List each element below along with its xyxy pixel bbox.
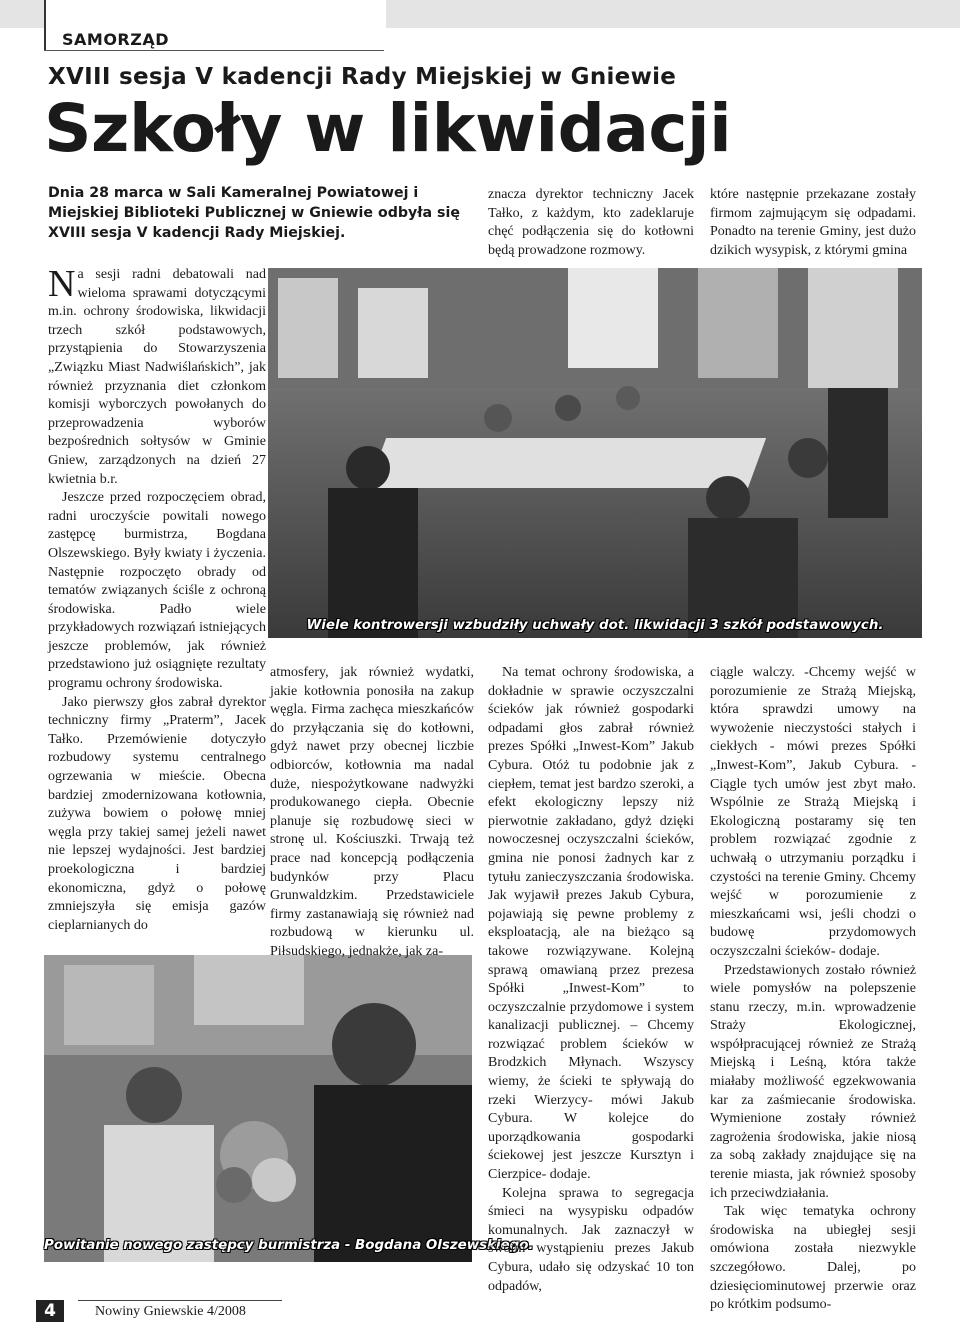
col1-paragraph-3: Jako pierwszy głos zabrał dyrektor techniczny firmy „Praterm”, Jacek Tałko. Przemówienie dotyczyło rozbudowy systemu centralnego ogrzewania w mieście. Obecna bardziej zmodernizowana kotłownia, zużywa bowiem o połowę mniej węgla przy takiej samej jeżeli nawet nie lepszej wydajności. Jest bardziej proekologiczna i bardziej ekonomiczna, gdyż o połowę zmniejszyła się emisja gazów cieplarnianych do [48, 694, 266, 933]
column-2 [270, 664, 474, 962]
meeting-photo-caption: Wiele kontrowersji wzbudziły uchwały dot. likwidacji 3 szkół podstawowych. [306, 618, 884, 633]
greeting-photo [44, 955, 534, 1262]
column-4 [710, 664, 916, 1315]
footer-rule [78, 1300, 282, 1301]
section-label: SAMORZĄD [62, 30, 170, 49]
article-kicker: XVIII sesja V kadencji Rady Miejskiej w Gniewie [48, 64, 677, 90]
col2-paragraph-1: atmosfery, jak również wydatki, jakie kotłownia ponosiła na zakup węgla. Firma zachęca mieszkańców do przyłączania się do kotłowni, gdyż nawet przy obecnej liczbie odbiorców, kotłownia ma nadal duże, niespożytkowane nadwyżki produkowanego ciepła. Obecnie planuje się rozbudowę sieci w stronę ul. Kościuszki. Trwają też prace nad koncepcją podłączenia budynków przy Placu Grunwaldzkim. Przedstawiciele firmy zastanawiają się również nad rozbudową w kierunku ul. Piłsudskiego, jednakże, jak za- [270, 665, 474, 959]
col3-paragraph-2: Kolejna sprawa to segregacja śmieci na wysypisku odpadów komunalnych. Jak zaznaczył w swoim wystąpieniu prezes Jakub Cybura, udało się odzyskać 10 ton odpadów, [488, 1185, 694, 1294]
greeting-photo-image [44, 955, 534, 1262]
col4-top-text: które następnie przekazane zostały firmom zajmującym się odpadami. Ponadto na terenie Gminy, jest dużo dzikich wysypisk, z którymi gmina [710, 187, 916, 258]
greeting-photo-caption: Powitanie nowego zastępcy burmistrza - Bogdana Olszewskiego. [44, 1238, 534, 1253]
article-headline: Szkoły w likwidacji [44, 90, 732, 167]
col3-paragraph-1: Na temat ochrony środowiska, a dokładnie w sprawie oczyszczalni ścieków jak również gospodarki odpadami głos zabrał również prezes Spółki „Inwest-Kom” Jakub Cybura. Otóż tu podobnie jak z ciepłem, temat jest bardzo szeroki, a efekt ekologiczny lepszy niż pierwotnie zakładano, gdyż dzięki nowoczesnej oczyszczalni ścieków, gmina nie ponosi żadnych kar z tytułu zanieczyszczania środowiska. Jak wyjawił prezes Jakub Cybura, pojawiają się pewne problemy z eksploatacją, ale na bieżąco są takowe rozwiązywane. Kolejną sprawą omawianą przez prezesa Spółki „Inwest-Kom” to oczyszczalnie przydomowe i system kanalizacji publicznej. – Chcemy rozwiązać problem ścieków w Brodzkich Młynach. Wszyscy wiemy, że ścieki te spływają do rzeki Wierzycy- mówi Jakub Cybura. W kolejce do uporządkowania gospodarki ściekowej jest jeszcze Kursztyn i Cierzpice- dodaje. [488, 665, 694, 1183]
col1-paragraph-2: Jeszcze przed rozpoczęciem obrad, radni uroczyście powitali nowego zastępcę burmistrza, Bogdana Olszewskiego. Były kwiaty i życzenia. Następnie rozpoczęto obrady od tematów związanych ściśle z ochroną środowiska. Padło wiele przykładowych rozwiązań istniejących jeszcze problemów, jak również przedstawiono już osiągnięte rezultaty programu ochrony środowiska. [48, 490, 266, 692]
col1-paragraph-1 [48, 263, 266, 489]
column-1 [48, 263, 266, 935]
col1-p1-text: a sesji radni debatowali nad wieloma sprawami dotyczącymi m.in. ochrony środowiska, likwidacji trzech szkół podstawowych, przystąpienia do Stowarzyszenia „Związku Miast Nadwiślańskich”, jak również przyznania diet członkom komisji wyborczych powołanych do przeprowadzenia wyborów bezpośrednich sołtysów w Gminie Gniew, zarządzonych na dzień 27 kwietnia b.r. [48, 267, 266, 487]
page-number: 4 [36, 1300, 64, 1322]
publication-name: Nowiny Gniewskie 4/2008 [95, 1304, 246, 1319]
col4-paragraph-3: Tak więc tematyka ochrony środowiska na ubiegłej sesji omówiona została niezwykle szczegółowo. Dalej, po dziesięciominutowej przerwie oraz po krótkim podsumo- [710, 1204, 916, 1313]
meeting-photo [268, 268, 922, 638]
meeting-photo-image [268, 268, 922, 638]
col4-paragraph-2: Przedstawionych zostało również wiele pomysłów na polepszenie stanu rzeczy, m.in. wprowadzenie Straży Ekologicznej, współpracującej również ze Strażą Miejską i Leśną, która także miałaby możliwość egzekwowania kar za zaśmiecanie środowiska. Wymienione zostały również zagrożenia środowiska, jakie niosą za sobą zakłady znajdujące się na terenie miasta, jak również sposoby ich przeciwdziałania. [710, 962, 916, 1201]
drop-cap: N [48, 263, 76, 305]
section-rule [44, 50, 384, 51]
article-lead: Dnia 28 marca w Sali Kameralnej Powiatowej i Miejskiej Biblioteki Publicznej w Gniewie odbyła się XVIII sesja V kadencji Rady Miejskiej. [48, 185, 460, 241]
col3-top-text: znacza dyrektor techniczny Jacek Tałko, z każdym, kto zadeklaruje chęć podłączenia się do kotłowni będą prowadzone rozmowy. [488, 187, 694, 258]
col4-paragraph-1: ciągle walczy. -Chcemy wejść w porozumienie ze Strażą Miejską, która sprawdzi umowy na wywożenie nieczystości stałych i ciekłych - mówi prezes Spółki „Inwest-Kom”, Jakub Cybura. - Ciągle tych umów jest zbyt mało. Wspólnie ze Strażą Miejską i Ekologiczną postaramy się ten problem rozwiązać zgodnie z uchwałą o utrzymaniu porządku i czystości na terenie Gminy. Chcemy wejść w porozumienie z mieszkańcami wsi, jeśli chodzi o budowę przydomowych oczyszczalni ścieków- dodaje. [710, 665, 916, 959]
column-3 [488, 664, 694, 1296]
column-3-top [488, 186, 694, 260]
column-4-top [710, 186, 916, 260]
